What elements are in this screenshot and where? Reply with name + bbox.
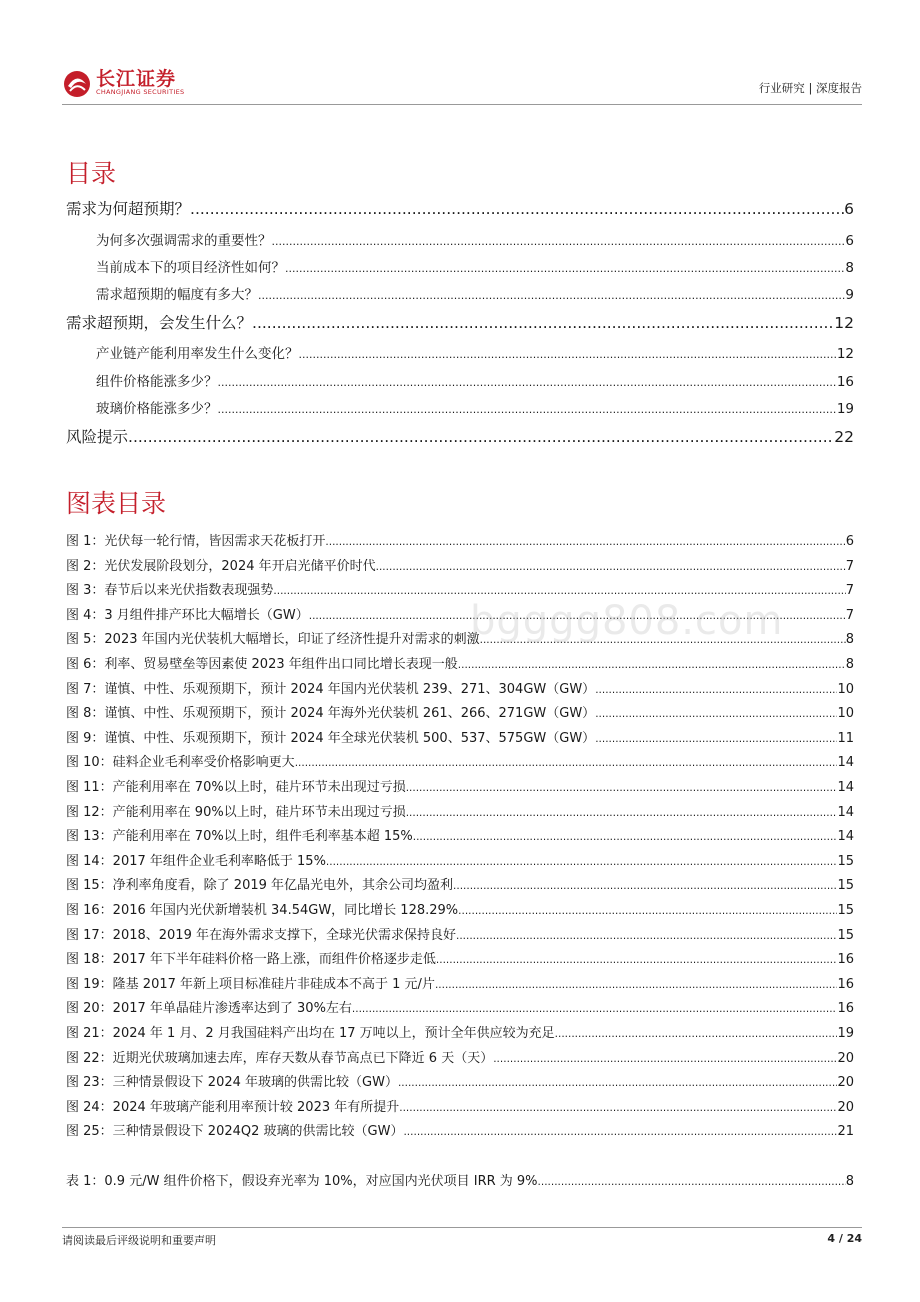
figure-entry-label: 图 6：利率、贸易壁垒等因素使 2023 年组件出口同比增长表现一般	[66, 657, 458, 672]
figure-entry[interactable]	[66, 628, 854, 647]
figure-entry-label: 图 20：2017 年单晶硅片渗透率达到了 30%左右	[66, 1001, 352, 1017]
figure-entry-label: 图 21：2024 年 1 月、2 月我国硅料产出均在 17 万吨以上，预计全年供应较为充足	[66, 1026, 555, 1041]
figure-entry-page: 14	[837, 804, 854, 820]
figure-entry-label: 图 16：2016 年国内光伏新增装机 34.54GW，同比增长 128.29%	[66, 903, 459, 918]
figure-entry[interactable]	[66, 776, 854, 795]
figure-entry-label: 图 9：谨慎、中性、乐观预期下，预计 2024 年全球光伏装机 500、537、575GW（GW）	[66, 730, 596, 746]
table-entry-label: 表 1：0.9 元/W 组件价格下，假设弃光率为 10%，对应国内光伏项目 IRR 为 9%	[66, 1174, 538, 1189]
figure-entry[interactable]	[66, 530, 854, 549]
leader-dots	[399, 1102, 837, 1114]
toc-entry-label: 组件价格能涨多少？	[96, 374, 218, 390]
toc-entry[interactable]	[66, 311, 854, 333]
toc-entry[interactable]	[96, 370, 854, 390]
figure-entry-label: 图 24：2024 年玻璃产能利用率预计较 2023 年有所提升	[66, 1099, 400, 1115]
figure-entry-label: 图 22：近期光伏玻璃加速去库，库存天数从春节高点已下降近 6 天（天）	[66, 1050, 494, 1066]
figures-title: 图表目录	[66, 489, 167, 518]
figure-entry-label: 图 1：光伏每一轮行情，皆因需求天花板打开	[66, 534, 326, 549]
toc-entry-page: 6	[844, 200, 854, 218]
toc-entry-label: 当前成本下的项目经济性如何？	[96, 260, 285, 276]
logo-text-cn: 长江证券	[96, 68, 177, 90]
figure-entry-label: 图 10：硅料企业毛利率受价格影响更大	[66, 755, 295, 771]
logo-emblem-icon	[62, 66, 92, 100]
figure-entry-page: 16	[837, 1001, 854, 1017]
figure-entry-page: 7	[845, 558, 854, 574]
leader-dots	[218, 403, 837, 416]
leader-dots	[352, 1003, 838, 1015]
leader-dots	[435, 979, 838, 991]
leader-dots	[295, 757, 838, 769]
table-entry-page: 8	[845, 1174, 854, 1189]
figure-entry-label: 图 5：2023 年国内光伏装机大幅增长，印证了经济性提升对需求的刺激	[66, 632, 480, 648]
figure-entry-label: 图 19：隆基 2017 年新上项目标准硅片非硅成本不高于 1 元/片	[66, 976, 435, 992]
figure-entry-label: 图 8：谨慎、中性、乐观预期下，预计 2024 年海外光伏装机 261、266、271GW（GW）	[66, 706, 596, 722]
leader-dots	[309, 610, 846, 622]
figure-entry-page: 8	[845, 657, 854, 672]
figure-entry[interactable]	[66, 579, 854, 598]
leader-dots	[252, 314, 834, 332]
toc-entry[interactable]	[96, 342, 854, 362]
leader-dots	[436, 954, 838, 966]
figure-entry[interactable]	[66, 948, 854, 967]
figure-entry-page: 15	[837, 853, 854, 869]
figure-entry-page: 6	[845, 534, 854, 549]
figure-entry[interactable]	[66, 924, 854, 943]
figure-entry[interactable]	[66, 727, 854, 746]
toc-entry-page: 9	[845, 287, 854, 303]
figure-entry[interactable]	[66, 604, 854, 623]
figure-entry-page: 14	[837, 829, 854, 845]
toc-entry-page: 16	[836, 374, 854, 390]
figure-entry-page: 11	[837, 730, 854, 746]
leader-dots	[458, 905, 837, 917]
toc-entry[interactable]	[96, 256, 854, 276]
figure-entry[interactable]	[66, 1047, 854, 1066]
leader-dots	[456, 930, 837, 942]
figure-entry-label: 图 25：三种情景假设下 2024Q2 玻璃的供需比较（GW）	[66, 1124, 404, 1140]
toc-entry-label: 为何多次强调需求的重要性？	[96, 233, 272, 249]
toc-entry-page: 6	[845, 233, 854, 249]
leader-dots	[398, 1077, 838, 1089]
figure-entry-label: 图 4：3 月组件排产环比大幅增长（GW）	[66, 607, 309, 623]
leader-dots	[595, 708, 837, 720]
figure-entry[interactable]	[66, 555, 854, 574]
figure-entry-label: 图 12：产能利用率在 90%以上时，硅片环节未出现过亏损	[66, 804, 406, 820]
figure-entry[interactable]	[66, 825, 854, 844]
leader-dots	[272, 235, 846, 248]
figure-entry-label: 图 2：光伏发展阶段划分，2024 年开启光储平价时代	[66, 558, 376, 574]
logo-text-en: CHANGJIANG SECURITIES	[96, 88, 185, 96]
toc-entry[interactable]	[96, 283, 854, 303]
figure-entry-page: 7	[845, 607, 854, 623]
figure-entry-label: 图 15：净利率角度看，除了 2019 年亿晶光电外，其余公司均盈利	[66, 878, 454, 894]
figure-entry-page: 15	[837, 878, 854, 894]
leader-dots	[538, 1176, 846, 1188]
company-logo	[62, 64, 202, 104]
leader-dots	[258, 289, 845, 302]
toc-entry[interactable]	[66, 425, 854, 447]
leader-dots	[325, 536, 845, 548]
table-entry[interactable]	[66, 1170, 854, 1189]
toc-entry-page: 19	[836, 401, 854, 417]
leader-dots	[406, 807, 838, 819]
figure-entry-page: 20	[837, 1050, 854, 1066]
toc-entry-label: 产业链产能利用率发生什么变化？	[96, 346, 299, 362]
leader-dots	[595, 684, 837, 696]
figure-entry-label: 图 7：谨慎、中性、乐观预期下，预计 2024 年国内光伏装机 239、271、304GW（GW）	[66, 681, 596, 697]
leader-dots	[218, 376, 837, 389]
figure-entry[interactable]	[66, 702, 854, 721]
leader-dots	[480, 634, 846, 646]
footer-divider	[62, 1227, 862, 1228]
toc-entry-label: 需求为何超预期？	[66, 200, 191, 218]
leader-dots	[403, 1126, 837, 1138]
figure-entry-page: 19	[837, 1026, 854, 1041]
figure-entry-label: 图 18：2017 年下半年硅料价格一路上涨，而组件价格逐步走低	[66, 952, 436, 968]
figure-entry-label: 图 23：三种情景假设下 2024 年玻璃的供需比较（GW）	[66, 1075, 398, 1091]
figure-entry-page: 8	[845, 632, 854, 648]
figure-entry-page: 14	[837, 780, 854, 795]
figure-entry[interactable]	[66, 653, 854, 672]
figure-entry[interactable]	[66, 1120, 854, 1139]
toc-entry[interactable]	[96, 397, 854, 417]
toc-entry[interactable]	[96, 229, 854, 249]
leader-dots	[458, 659, 846, 671]
figure-entry-label: 图 14：2017 年组件企业毛利率略低于 15%	[66, 853, 326, 869]
toc-entry-label: 需求超预期的幅度有多大？	[96, 287, 258, 303]
leader-dots	[413, 831, 838, 843]
figure-entry-label: 图 11：产能利用率在 70%以上时，硅片环节未出现过亏损	[66, 780, 406, 795]
figure-entry[interactable]	[66, 751, 854, 770]
figure-entry[interactable]	[66, 899, 854, 918]
figure-entry[interactable]	[66, 678, 854, 697]
figure-entry[interactable]	[66, 1022, 854, 1041]
figure-entry-page: 10	[837, 681, 854, 697]
toc-entry-page: 12	[836, 346, 854, 362]
leader-dots	[326, 856, 838, 868]
figure-entry-page: 16	[837, 976, 854, 992]
report-category: 行业研究 | 深度报告	[758, 81, 862, 95]
figure-entry-page: 16	[837, 952, 854, 968]
figure-entry-page: 15	[837, 903, 854, 918]
watermark: bgggg808.com	[470, 598, 784, 644]
leader-dots	[595, 733, 837, 745]
figure-entry-label: 图 3：春节后以来光伏指数表现强势	[66, 583, 274, 599]
toc-entry-label: 玻璃价格能涨多少？	[96, 401, 218, 417]
leader-dots	[376, 561, 846, 573]
leader-dots	[273, 585, 845, 597]
figure-entry[interactable]	[66, 850, 854, 869]
leader-dots	[299, 348, 837, 361]
leader-dots	[128, 428, 834, 446]
figure-entry[interactable]	[66, 874, 854, 893]
page-number: 4 / 24	[827, 1232, 862, 1245]
figure-entry-page: 7	[845, 583, 854, 599]
figure-entry[interactable]	[66, 973, 854, 992]
leader-dots	[453, 880, 837, 892]
toc-entry-page: 12	[834, 314, 854, 332]
header-divider	[62, 104, 862, 105]
figure-entry-page: 10	[837, 706, 854, 722]
leader-dots	[406, 782, 838, 794]
leader-dots	[285, 262, 845, 275]
figure-entry[interactable]	[66, 1071, 854, 1090]
figure-entry-page: 20	[837, 1075, 854, 1091]
toc-title: 目录	[66, 159, 117, 188]
figure-entry-page: 21	[837, 1124, 854, 1140]
figure-entry-label: 图 17：2018、2019 年在海外需求支撑下，全球光伏需求保持良好	[66, 927, 456, 943]
toc-entry-label: 需求超预期，会发生什么？	[66, 314, 253, 332]
footer-disclaimer: 请阅读最后评级说明和重要声明	[62, 1234, 216, 1247]
figure-entry[interactable]	[66, 1096, 854, 1115]
toc-entry-page: 22	[834, 428, 854, 446]
toc-entry-page: 8	[845, 260, 854, 276]
figure-entry-page: 14	[837, 755, 854, 771]
figure-entry-page: 15	[837, 927, 854, 943]
figure-entry[interactable]	[66, 801, 854, 820]
figure-entry[interactable]	[66, 997, 854, 1016]
figure-entry-page: 20	[837, 1099, 854, 1115]
leader-dots	[190, 200, 844, 218]
toc-entry-label: 风险提示	[66, 428, 129, 446]
page-header	[62, 62, 862, 104]
toc-entry[interactable]	[66, 197, 854, 219]
leader-dots	[493, 1053, 837, 1065]
leader-dots	[555, 1028, 838, 1040]
figure-entry-label: 图 13：产能利用率在 70%以上时，组件毛利率基本超 15%	[66, 829, 413, 845]
